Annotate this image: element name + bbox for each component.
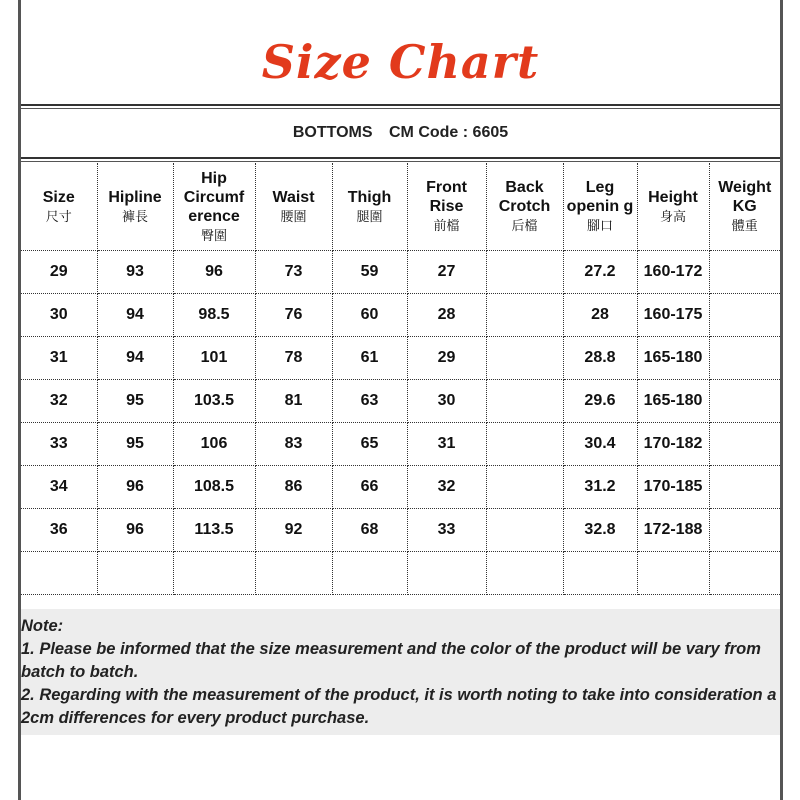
table-cell: 32 (21, 380, 97, 423)
table-cell (709, 294, 780, 337)
table-cell: 29.6 (563, 380, 637, 423)
table-cell: 68 (332, 509, 407, 552)
table-cell (486, 552, 563, 595)
column-header-cn: 腰圍 (280, 208, 307, 224)
column-header-cn: 身高 (659, 208, 686, 224)
column-header-cn: 腳口 (586, 218, 613, 233)
column-header-en: Waist (272, 188, 315, 206)
table-cell: 98.5 (173, 294, 255, 337)
table-cell: 32 (407, 466, 486, 509)
column-header-en: Thigh (347, 188, 392, 206)
table-cell: 61 (332, 337, 407, 380)
table-cell (709, 380, 780, 423)
table-cell: 28 (407, 294, 486, 337)
table-cell: 59 (332, 251, 407, 294)
unit-code-label: CM Code : 6605 (389, 124, 509, 141)
column-header (21, 163, 97, 251)
table-cell: 106 (173, 423, 255, 466)
column-header-en: Hipline (108, 188, 162, 206)
column-header (709, 163, 780, 251)
column-header-en: Weight KG (718, 179, 772, 215)
table-cell (709, 337, 780, 380)
divider (21, 161, 780, 162)
table-cell: 63 (332, 380, 407, 423)
table-cell: 103.5 (173, 380, 255, 423)
table-cell: 27.2 (563, 251, 637, 294)
table-cell: 172-188 (637, 509, 709, 552)
table-cell: 95 (97, 423, 173, 466)
table-header-row (21, 163, 780, 251)
table-row (21, 294, 780, 337)
table-cell: 36 (21, 509, 97, 552)
table-cell: 27 (407, 251, 486, 294)
table-cell (486, 509, 563, 552)
divider (21, 108, 780, 109)
note-line-2: 2. Regarding with the measurement of the product, it is worth noting to take into consideration a 2cm differences for every product purchase. (21, 686, 777, 727)
table-cell: 31 (21, 337, 97, 380)
table-row (21, 552, 780, 595)
table-cell (709, 552, 780, 595)
divider (21, 157, 780, 159)
column-header-en: Front Rise (426, 179, 467, 215)
table-cell: 96 (97, 466, 173, 509)
column-header-en: Size (42, 188, 75, 206)
table-cell: 86 (255, 466, 332, 509)
table-row (21, 466, 780, 509)
table-cell: 33 (21, 423, 97, 466)
column-header-cn: 尺寸 (45, 208, 72, 224)
table-row (21, 251, 780, 294)
table-cell (407, 552, 486, 595)
column-header (486, 163, 563, 251)
table-cell: 170-185 (637, 466, 709, 509)
column-header (563, 163, 637, 251)
table-cell: 30 (21, 294, 97, 337)
table-cell (486, 380, 563, 423)
table-cell: 96 (173, 251, 255, 294)
column-header-en: Height (648, 188, 698, 206)
table-cell (21, 552, 97, 595)
column-header-cn: 褲長 (121, 208, 148, 224)
column-header (173, 163, 255, 251)
column-header-en: Hip Circumf erence (183, 169, 245, 225)
table-cell: 30 (407, 380, 486, 423)
table-row (21, 337, 780, 380)
table-cell: 31 (407, 423, 486, 466)
column-header-en: Leg openin g (566, 179, 634, 215)
column-header (637, 163, 709, 251)
column-header-en: Back Crotch (498, 179, 551, 215)
table-row (21, 423, 780, 466)
table-cell (637, 552, 709, 595)
table-cell (332, 552, 407, 595)
table-cell (709, 509, 780, 552)
table-cell: 96 (97, 509, 173, 552)
table-cell (97, 552, 173, 595)
table-cell (255, 552, 332, 595)
table-cell: 28 (563, 294, 637, 337)
column-header-cn: 臀圍 (200, 227, 227, 243)
table-cell: 92 (255, 509, 332, 552)
table-cell (709, 423, 780, 466)
table-cell: 76 (255, 294, 332, 337)
column-header-cn: 體重 (731, 218, 758, 233)
table-cell: 28.8 (563, 337, 637, 380)
table-cell (486, 294, 563, 337)
note-section (21, 609, 780, 735)
category-label: BOTTOMS (292, 124, 373, 141)
table-cell: 78 (255, 337, 332, 380)
note-heading: Note: (21, 617, 64, 635)
table-cell: 30.4 (563, 423, 637, 466)
table-cell (486, 337, 563, 380)
column-header (255, 163, 332, 251)
table-cell: 73 (255, 251, 332, 294)
table-cell: 29 (21, 251, 97, 294)
table-cell (709, 466, 780, 509)
column-header (97, 163, 173, 251)
table-cell: 108.5 (173, 466, 255, 509)
page-title: Size Chart (261, 35, 540, 89)
table-cell: 101 (173, 337, 255, 380)
table-cell: 94 (97, 337, 173, 380)
table-cell (173, 552, 255, 595)
table-cell: 33 (407, 509, 486, 552)
table-cell (563, 552, 637, 595)
table-cell: 170-182 (637, 423, 709, 466)
table-cell: 32.8 (563, 509, 637, 552)
divider (21, 104, 780, 106)
note-line-1: 1. Please be informed that the size measurement and the color of the product will be vary from batch to batch. (21, 640, 761, 681)
table-body (21, 251, 780, 595)
table-cell (709, 251, 780, 294)
table-cell: 160-172 (637, 251, 709, 294)
column-header (407, 163, 486, 251)
column-header (332, 163, 407, 251)
table-row (21, 380, 780, 423)
table-cell: 83 (255, 423, 332, 466)
table-cell: 165-180 (637, 337, 709, 380)
table-cell: 94 (97, 294, 173, 337)
size-table (21, 163, 780, 595)
table-cell: 95 (97, 380, 173, 423)
table-cell: 66 (332, 466, 407, 509)
table-cell: 165-180 (637, 380, 709, 423)
table-cell (486, 251, 563, 294)
table-cell: 160-175 (637, 294, 709, 337)
table-cell: 29 (407, 337, 486, 380)
table-cell: 34 (21, 466, 97, 509)
table-cell: 113.5 (173, 509, 255, 552)
table-cell (486, 423, 563, 466)
table-row (21, 509, 780, 552)
table-cell: 31.2 (563, 466, 637, 509)
column-header-cn: 后檔 (511, 218, 538, 233)
subheader (21, 110, 780, 156)
column-header-cn: 前檔 (433, 218, 460, 233)
table-cell: 93 (97, 251, 173, 294)
column-header-cn: 腿圍 (356, 208, 383, 224)
table-cell: 65 (332, 423, 407, 466)
table-cell: 60 (332, 294, 407, 337)
table-cell (486, 466, 563, 509)
table-cell: 81 (255, 380, 332, 423)
